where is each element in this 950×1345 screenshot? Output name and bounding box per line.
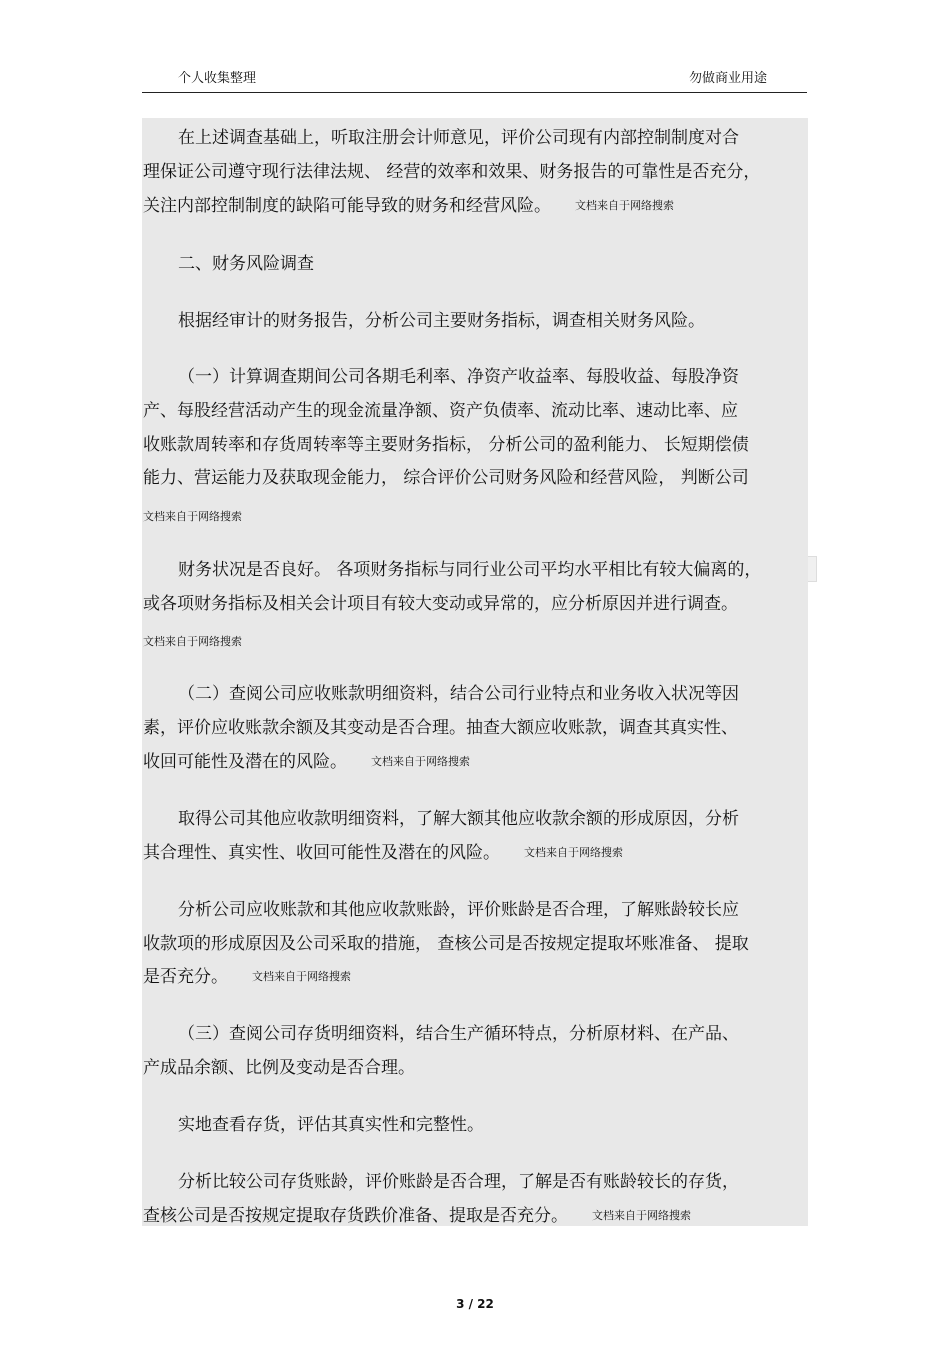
paragraph-line: 实地查看存货，评估其真实性和完整性。	[178, 1115, 484, 1135]
source-note: 文档来自于网络搜索	[592, 1209, 691, 1222]
source-note: 文档来自于网络搜索	[143, 635, 242, 648]
source-note: 文档来自于网络搜索	[575, 199, 674, 212]
paragraph-line	[143, 1206, 691, 1226]
source-note: 文档来自于网络搜索	[371, 755, 470, 768]
line-text: 查核公司是否按规定提取存货跌价准备、提取是否充分。	[143, 1206, 568, 1226]
paragraph-line: 收账款周转率和存货周转率等主要财务指标， 分析公司的盈利能力、 长短期偿债	[143, 435, 749, 455]
paragraph-line: （二）查阅公司应收账款明细资料，结合公司行业特点和业务收入状况等因	[178, 684, 739, 704]
paragraph-line	[143, 752, 470, 772]
paragraph-line	[143, 196, 674, 216]
paragraph-line: 取得公司其他应收款明细资料，了解大额其他应收款余额的形成原因，分析	[178, 809, 739, 829]
page-header	[142, 62, 807, 93]
side-tab-handle	[808, 556, 817, 582]
paragraph-line: 理保证公司遵守现行法律法规、 经营的效率和效果、财务报告的可靠性是否充分，	[143, 162, 761, 182]
line-text: 其合理性、真实性、收回可能性及潜在的风险。	[143, 843, 500, 863]
paragraph-line: 收款项的形成原因及公司采取的措施， 查核公司是否按规定提取坏账准备、 提取	[143, 934, 749, 954]
paragraph-line: 或各项财务指标及相关会计项目有较大变动或异常的，应分析原因并进行调查。	[143, 594, 738, 614]
paragraph-line	[143, 967, 351, 987]
paragraph-line: （三）查阅公司存货明细资料，结合生产循环特点，分析原材料、在产品、	[178, 1024, 739, 1044]
section-heading: 二、财务风险调查	[178, 254, 314, 274]
paragraph-line: 产成品余额、比例及变动是否合理。	[143, 1058, 415, 1078]
line-text: 是否充分。	[143, 967, 228, 987]
source-note: 文档来自于网络搜索	[252, 970, 351, 983]
line-text: 关注内部控制制度的缺陷可能导致的财务和经营风险。	[143, 196, 551, 216]
paragraph-line: 素，评价应收账款余额及其变动是否合理。抽查大额应收账款，调查其真实性、	[143, 718, 738, 738]
paragraph-line	[143, 843, 623, 863]
paragraph-line: 分析公司应收账款和其他应收款账龄，评价账龄是否合理，了解账龄较长应	[178, 900, 739, 920]
source-note: 文档来自于网络搜索	[524, 846, 623, 859]
paragraph-line: 在上述调查基础上，听取注册会计师意见，评价公司现有内部控制制度对合	[178, 128, 739, 148]
line-text: 收回可能性及潜在的风险。	[143, 752, 347, 772]
source-note: 文档来自于网络搜索	[143, 510, 242, 523]
paragraph-line: 根据经审计的财务报告，分析公司主要财务指标，调查相关财务风险。	[178, 311, 705, 331]
paragraph-line: 财务状况是否良好。 各项财务指标与同行业公司平均水平相比有较大偏离的，	[178, 560, 762, 580]
paragraph-line: 分析比较公司存货账龄，评价账龄是否合理，了解是否有账龄较长的存货，	[178, 1172, 739, 1192]
paragraph-line: 产、每股经营活动产生的现金流量净额、资产负债率、流动比率、速动比率、应	[143, 401, 738, 421]
header-left-text: 个人收集整理	[178, 71, 257, 86]
header-right-text: 勿做商业用途	[688, 71, 767, 86]
paragraph-line: 能力、营运能力及获取现金能力， 综合评价公司财务风险和经营风险， 判断公司	[143, 468, 749, 488]
page-number: 3 / 22	[456, 1297, 494, 1311]
paragraph-line: （一）计算调查期间公司各期毛利率、净资产收益率、每股收益、每股净资	[178, 367, 739, 387]
